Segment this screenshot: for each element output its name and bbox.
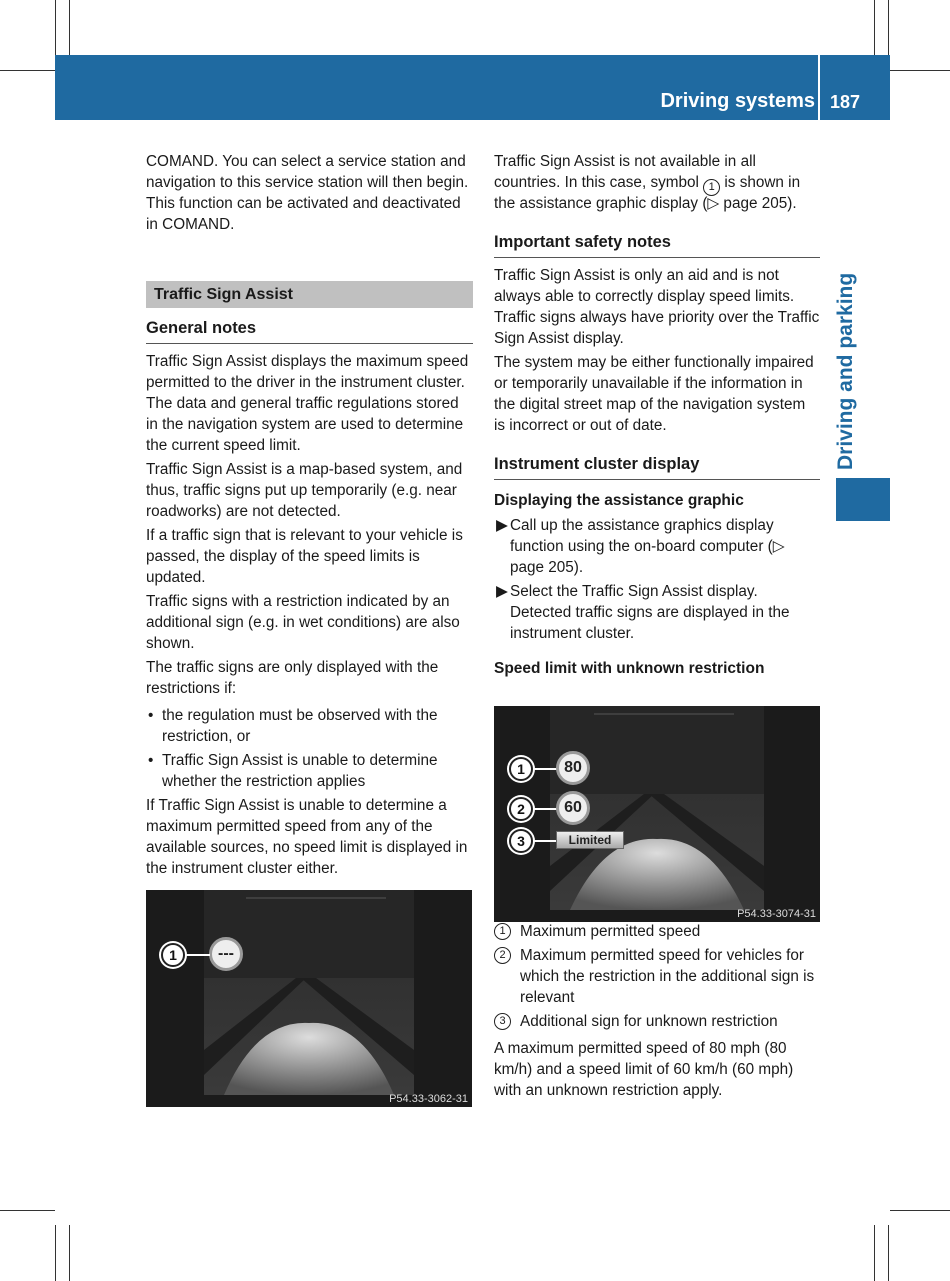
right-column	[494, 151, 820, 1104]
callout-2: 2	[509, 797, 533, 821]
intro-paragraph	[494, 151, 820, 214]
bullet-item: • Traffic Sign Assist is unable to determine whether the restriction applies	[148, 752, 438, 790]
symbol-1: 1	[703, 179, 720, 196]
figure-no-speed-limit	[146, 890, 472, 1107]
crop-mark	[55, 0, 56, 55]
road-illustration	[494, 706, 820, 922]
legend-number: 2	[494, 947, 511, 964]
bullet-item: • the regulation must be observed with the restriction, or	[148, 707, 438, 745]
figure-code: P54.33-3062-31	[389, 1093, 468, 1105]
crop-mark	[0, 1210, 55, 1211]
crop-mark	[69, 1225, 70, 1281]
step-text: Select the Traffic Sign Assist display. Detected traffic signs are displayed in the instrument cluster.	[510, 583, 790, 642]
paragraph: Traffic Sign Assist displays the maximum speed permitted to the driver in the instrument cluster. The data and general traffic regulations stored in the navigation system are used to determine the current speed limit.	[146, 353, 469, 454]
figure-speed-limit-restriction	[494, 706, 820, 922]
paragraph: The system may be either functionally impaired or temporarily unavailable if the information in the digital street map of the navigation system is incorrect or out of date.	[494, 354, 814, 434]
crop-mark	[55, 1225, 56, 1281]
crop-mark	[0, 70, 55, 71]
paragraph: If a traffic sign that is relevant to your vehicle is passed, the display of the speed limits is updated.	[146, 527, 463, 586]
intro-text: Traffic Sign Assist is not available in all countries. In this case, symbol	[494, 153, 756, 191]
bullet-text: the regulation must be observed with the restriction, or	[162, 707, 438, 745]
callout-1: 1	[161, 943, 185, 967]
paragraph: Traffic Sign Assist is only an aid and is not always able to correctly display speed limits. Traffic signs always have priority over the Traffic Sign Assist display.	[494, 267, 820, 347]
crop-mark	[890, 70, 950, 71]
section-heading: Traffic Sign Assist	[146, 281, 473, 308]
paragraph: The traffic signs are only displayed with the restrictions if:	[146, 659, 439, 697]
chapter-tab: Driving and parking	[834, 272, 857, 470]
legend-text: Maximum permitted speed for vehicles for which the restriction in the additional sign is relevant	[520, 947, 815, 1006]
crop-mark	[888, 0, 889, 55]
intro-paragraph: COMAND. You can select a service station and navigation to this service station will then begin. This function can be activated and deactivated in COMAND.	[146, 153, 469, 233]
display-heading: Displaying the assistance graphic	[494, 492, 744, 509]
callout-3: 3	[509, 829, 533, 853]
speed-sign-80: 80	[556, 751, 590, 785]
bullet-text: Traffic Sign Assist is unable to determine whether the restriction applies	[162, 752, 438, 790]
step-text: Call up the assistance graphics display function using the on-board computer (▷ page 205).	[510, 517, 785, 576]
legend-text: Maximum permitted speed	[520, 923, 701, 940]
paragraph: Traffic Sign Assist is a map-based system, and thus, traffic signs put up temporarily (e.g. near roadworks) are not detected.	[146, 461, 463, 520]
road-illustration	[146, 890, 472, 1107]
paragraph: Traffic signs with a restriction indicated by an additional sign (e.g. in wet conditions) are also shown.	[146, 593, 460, 652]
intro-text: is shown in the assistance graphic display (▷ page 205).	[494, 174, 801, 212]
safety-heading: Important safety notes	[494, 232, 820, 258]
legend-item	[494, 945, 820, 1008]
section-title: Driving systems	[660, 90, 815, 112]
legend-number: 3	[494, 1013, 511, 1030]
step-item: ▶ Select the Traffic Sign Assist display. Detected traffic signs are displayed in the instrument cluster.	[496, 583, 790, 642]
chapter-tab-marker	[836, 478, 890, 521]
legend-item	[494, 921, 820, 942]
crop-mark	[890, 1210, 950, 1211]
legend-number: 1	[494, 923, 511, 940]
left-column	[146, 151, 473, 882]
legend-item	[494, 1011, 820, 1032]
paragraph: If Traffic Sign Assist is unable to determine a maximum permitted speed from any of the available sources, no speed limit is displayed in the instrument cluster either.	[146, 797, 468, 877]
step-item: ▶ Call up the assistance graphics display function using the on-board computer (▷ page 205).	[496, 517, 785, 576]
speed-sign-unknown: ---	[209, 937, 243, 971]
crop-mark	[874, 1225, 875, 1281]
figure-code: P54.33-3074-31	[737, 908, 816, 920]
page-number: 187	[830, 92, 861, 112]
callout-1: 1	[509, 757, 533, 781]
paragraph: A maximum permitted speed of 80 mph (80 km/h) and a speed limit of 60 km/h (60 mph) with an unknown restriction apply.	[494, 1040, 794, 1099]
legend-text: Additional sign for unknown restriction	[520, 1013, 778, 1030]
general-notes-heading: General notes	[146, 318, 473, 344]
crop-mark	[888, 1225, 889, 1281]
cluster-heading: Instrument cluster display	[494, 454, 820, 480]
header-divider	[818, 55, 820, 120]
speed-heading: Speed limit with unknown restriction	[494, 660, 765, 677]
additional-sign-limited: Limited	[556, 831, 624, 849]
crop-mark	[874, 0, 875, 55]
crop-mark	[69, 0, 70, 55]
speed-sign-60: 60	[556, 791, 590, 825]
